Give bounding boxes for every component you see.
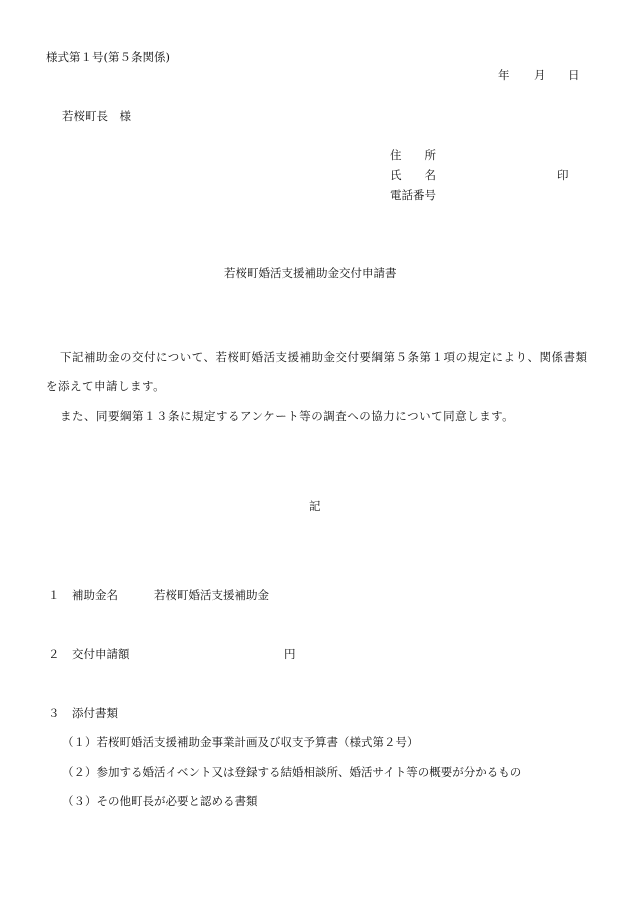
date-year-label: 年 xyxy=(498,68,510,82)
body-paragraph-1-line-1: 下記補助金の交付について、若桜町婚活支援補助金交付要綱第５条第１項の規定により、関係書類 xyxy=(60,350,588,364)
document-title: 若桜町婚活支援補助金交付申請書 xyxy=(224,266,397,280)
item-1-number: １ xyxy=(48,588,60,602)
form-number: 様式第１号(第５条関係) xyxy=(46,50,170,64)
address-label: 住 所 xyxy=(390,148,436,162)
phone-label: 電話番号 xyxy=(390,188,436,202)
item-2-unit: 円 xyxy=(284,647,296,661)
seal-mark: 印 xyxy=(557,168,569,182)
attachment-item: （１）若桜町婚活支援補助金事業計画及び収支予算書（様式第２号） xyxy=(62,735,419,749)
ki-marker: 記 xyxy=(309,499,321,513)
name-label: 氏 名 xyxy=(390,168,436,182)
item-2-number: ２ xyxy=(48,647,60,661)
item-3-number: ３ xyxy=(48,706,60,720)
item-2-label: 交付申請額 xyxy=(72,647,130,661)
body-paragraph-1-line-2: を添えて申請します。 xyxy=(46,379,166,393)
attachment-item: （３）その他町長が必要と認める書類 xyxy=(62,794,258,808)
item-1-label: 補助金名 xyxy=(72,588,118,602)
body-paragraph-2: また、同要綱第１３条に規定するアンケート等の調査への協力について同意します。 xyxy=(60,409,515,423)
addressee: 若桜町長 様 xyxy=(62,109,131,123)
date-month-label: 月 xyxy=(534,68,546,82)
item-3-label: 添付書類 xyxy=(72,706,118,720)
item-1-value: 若桜町婚活支援補助金 xyxy=(154,588,269,602)
attachment-item: （２）参加する婚活イベント又は登録する結婚相談所、婚活サイト等の概要が分かるもの xyxy=(62,765,522,779)
date-day-label: 日 xyxy=(568,68,580,82)
